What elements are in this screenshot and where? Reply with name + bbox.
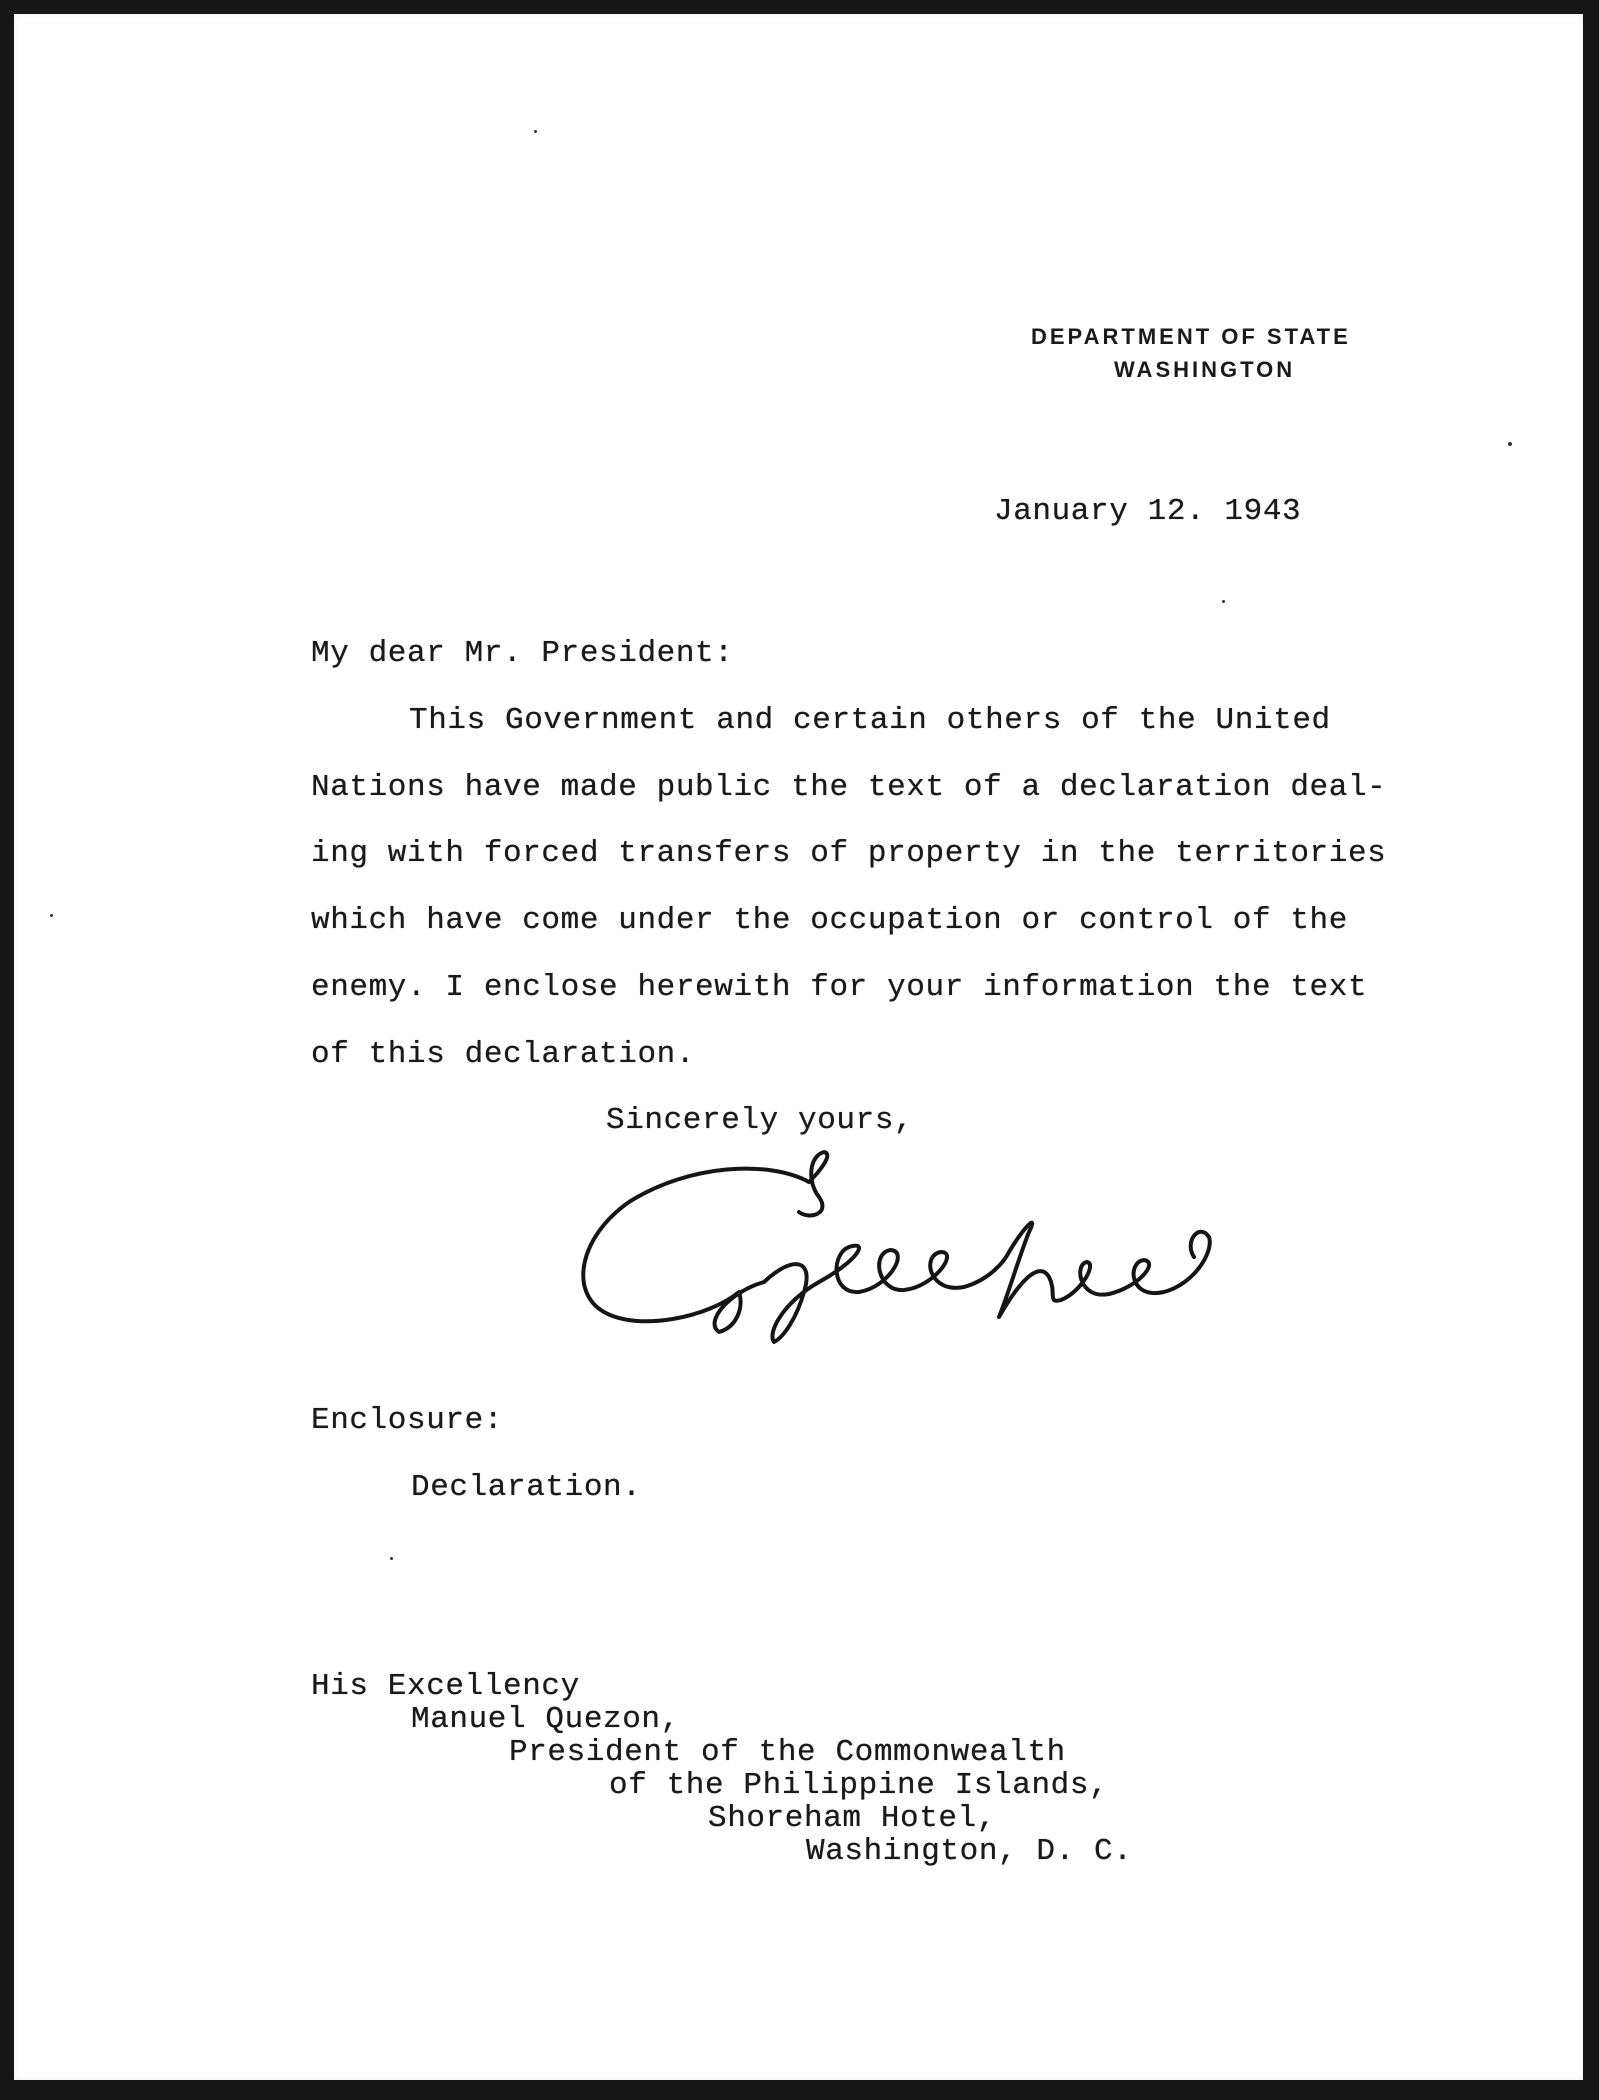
body-line: which have come under the occupation or control of the [311,903,1348,938]
paper-speck [534,130,537,133]
closing: Sincerely yours, [606,1103,914,1138]
addressee-line: President of the Commonwealth [509,1735,1066,1770]
body-line: This Government and certain others of the United [409,703,1331,738]
body-line: ing with forced transfers of property in the territories [311,836,1387,871]
addressee-line: Shoreham Hotel, [708,1801,997,1836]
letter-page [14,14,1583,2080]
letter-date: January 12. 1943 [994,494,1302,529]
body-line: of this declaration. [311,1037,696,1072]
letterhead-city: WASHINGTON [1114,357,1296,382]
signature [569,1142,1319,1362]
signature-stroke [764,1246,964,1342]
body-line: Nations have made public the text of a declaration deal- [311,770,1387,805]
letterhead-department: DEPARTMENT OF STATE [1031,324,1351,349]
paper-speck [50,914,53,917]
paper-speck [390,1557,393,1560]
paper-speck [1508,442,1512,446]
enclosure-item: Declaration. [411,1470,642,1505]
signature-stroke [799,1152,827,1216]
enclosure-label: Enclosure: [311,1403,504,1438]
salutation: My dear Mr. President: [311,636,734,671]
addressee-line: Washington, D. C. [806,1834,1133,1869]
paper-speck [1222,600,1225,603]
addressee-line: Manuel Quezon, [411,1702,680,1737]
body-line: enemy. I enclose herewith for your information the text [311,970,1368,1005]
signature-stroke [583,1169,809,1332]
addressee-line: His Excellency [311,1669,580,1704]
signature-stroke [964,1223,1210,1317]
addressee-line: of the Philippine Islands, [609,1768,1109,1803]
